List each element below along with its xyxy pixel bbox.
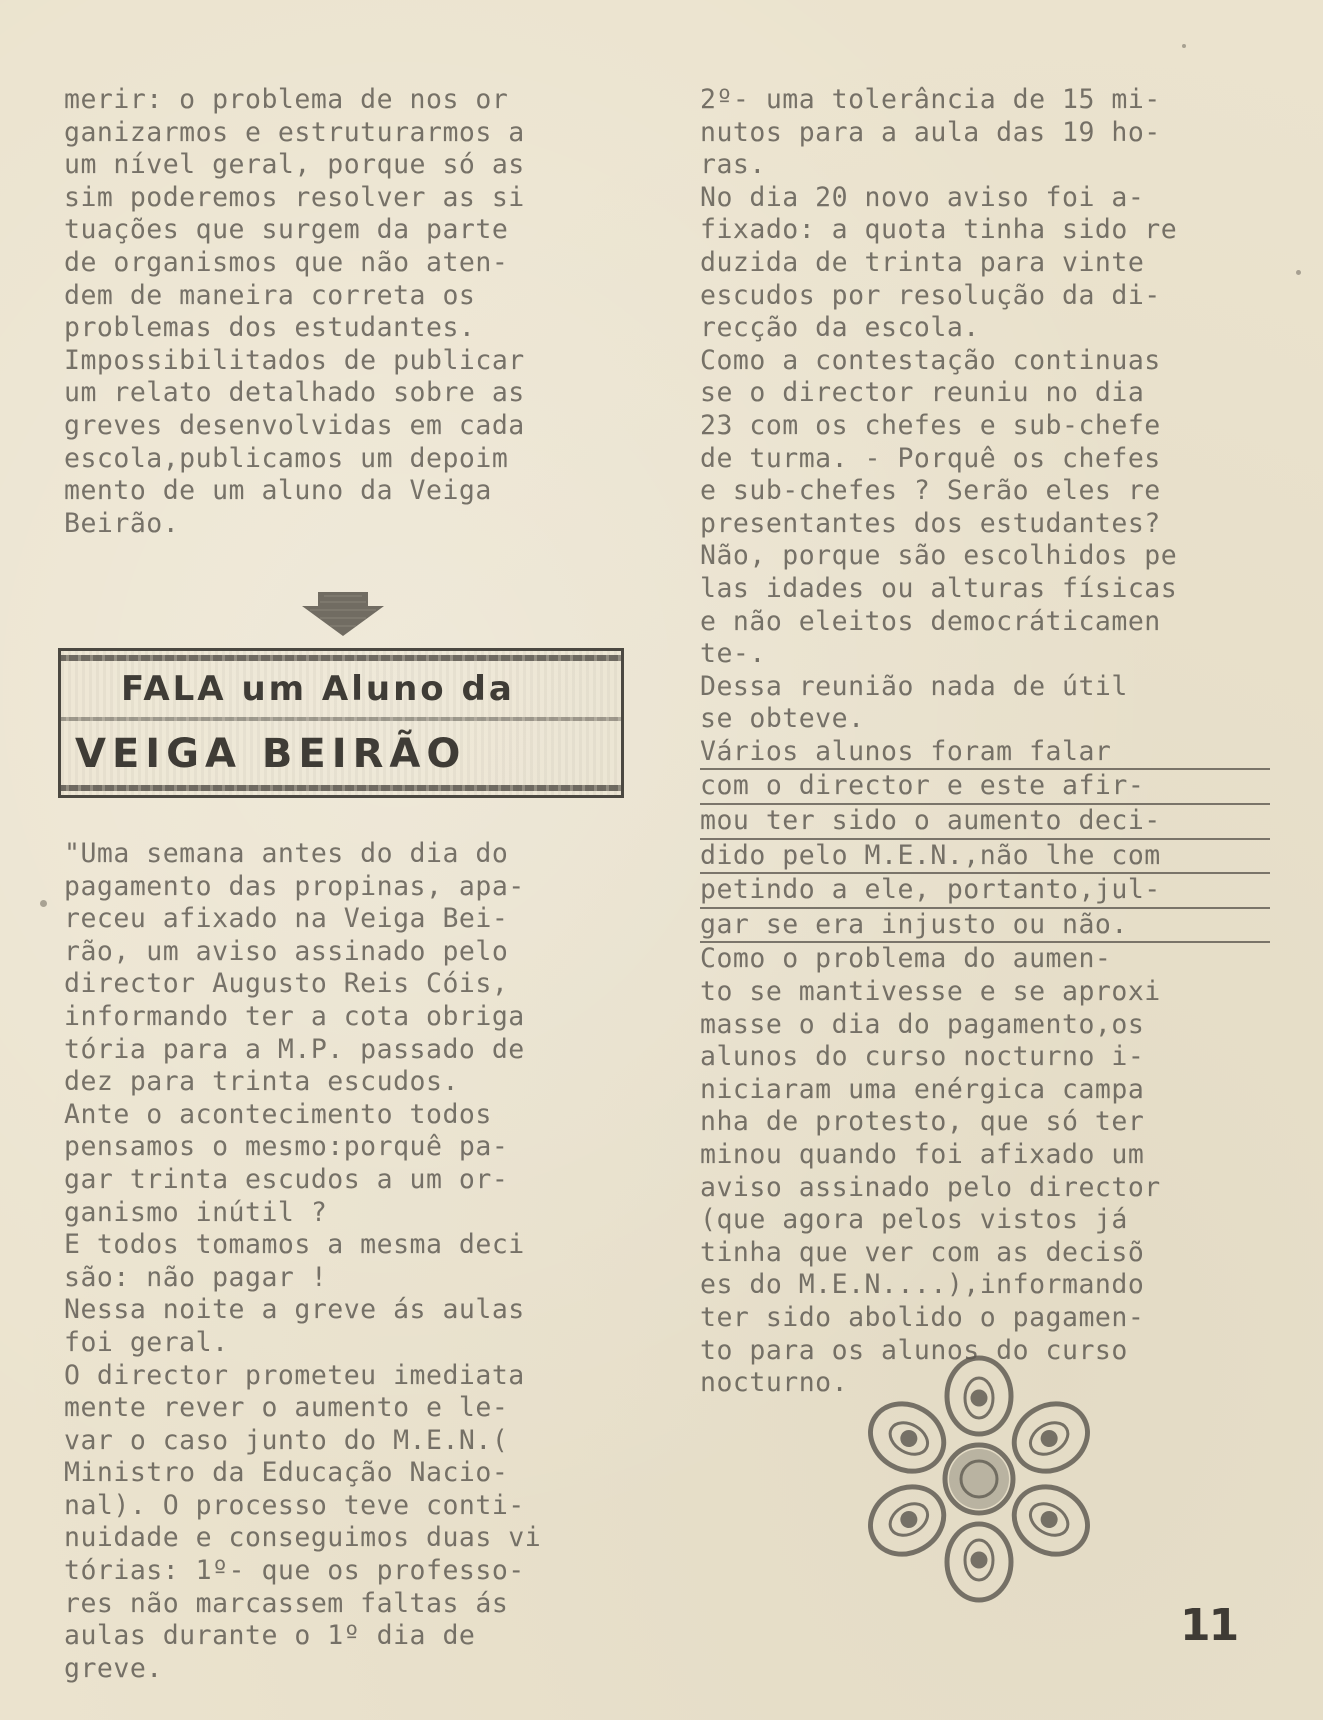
text-line: e não eleitos democráticamen [700, 605, 1161, 637]
text-line: fixado: a quota tinha sido re [700, 214, 1178, 246]
text-line: niciaram uma enérgica campa [700, 1073, 1145, 1105]
text-line: te-. [700, 638, 766, 670]
header-middle-rule [61, 717, 621, 721]
text-line: E todos tomamos a mesma deci [64, 1229, 525, 1261]
text-line: aviso assinado pelo director [700, 1171, 1161, 1203]
text-line: de organismos que não aten- [64, 246, 509, 278]
text-line: masse o dia do pagamento,os [700, 1008, 1145, 1040]
text-line: são: não pagar ! [64, 1261, 328, 1293]
text-line: Nessa noite a greve ás aulas [64, 1294, 525, 1326]
text-line: Não, porque são escolhidos pe [700, 540, 1178, 572]
flower-ornament-icon [854, 1354, 1104, 1604]
text-line: escola,publicamos um depoim [64, 442, 509, 474]
header-title-line-1: FALA um Aluno da [121, 669, 515, 709]
text-line: escudos por resolução da di- [700, 279, 1161, 311]
text-line: Impossibilitados de publicar [64, 344, 525, 376]
left-column-top-text [64, 84, 624, 540]
text-line: ter sido abolido o pagamen- [700, 1301, 1145, 1333]
text-line: greves desenvolvidas em cada [64, 409, 525, 441]
text-line: receu afixado na Veiga Bei- [64, 903, 509, 935]
text-line: gar trinta escudos a um or- [64, 1163, 509, 1195]
underlined-text-line: mou ter sido o aumento deci- [700, 805, 1270, 840]
text-line: merir: o problema de nos or [64, 84, 509, 115]
underlined-text-line: petindo a ele, portanto,jul- [700, 874, 1270, 909]
text-line: informando ter a cota obriga [64, 1000, 525, 1032]
text-line: to se mantivesse e se aproxi [700, 976, 1161, 1008]
page-number: 11 [1180, 1600, 1238, 1651]
text-line: dez para trinta escudos. [64, 1066, 459, 1098]
text-line: Como o problema do aumen- [700, 943, 1112, 975]
text-line: tuações que surgem da parte [64, 214, 509, 246]
text-line: problemas dos estudantes. [64, 312, 476, 344]
text-line: um relato detalhado sobre as [64, 377, 525, 409]
underlined-text-line: Vários alunos foram falar [700, 736, 1270, 771]
text-line: ganismo inútil ? [64, 1196, 328, 1228]
text-line: se o director reuniu no dia [700, 377, 1145, 409]
text-line: foi geral. [64, 1326, 229, 1358]
text-line: var o caso junto do M.E.N.( [64, 1424, 509, 1456]
header-top-rule [61, 655, 621, 661]
text-line: alunos do curso nocturno i- [700, 1041, 1145, 1073]
text-line: Beirão. [64, 507, 180, 539]
article-header-box [58, 648, 624, 798]
underlined-text-line: gar se era injusto ou não. [700, 909, 1270, 944]
text-line: No dia 20 novo aviso foi a- [700, 181, 1145, 213]
text-line: tinha que ver com as decisõ [700, 1236, 1145, 1268]
underlined-text-line: com o director e este afir- [700, 770, 1270, 805]
text-line: duzida de trinta para vinte [700, 246, 1145, 278]
text-line: tórias: 1º- que os professo- [64, 1555, 525, 1587]
text-line: nal). O processo teve conti- [64, 1489, 525, 1521]
text-line: dem de maneira correta os [64, 279, 476, 311]
text-line: presentantes dos estudantes? [700, 507, 1161, 539]
text-line: 2º- uma tolerância de 15 mi- [700, 84, 1161, 115]
underlined-text-line: dido pelo M.E.N.,não lhe com [700, 840, 1270, 875]
text-line: Dessa reunião nada de útil [700, 670, 1128, 702]
header-bottom-rule [61, 785, 621, 791]
text-line: (que agora pelos vistos já [700, 1204, 1128, 1236]
right-column-text [700, 84, 1270, 1400]
header-title-line-2: VEIGA BEIRÃO [75, 731, 467, 777]
text-line: minou quando foi afixado um [700, 1139, 1145, 1170]
text-line: pagamento das propinas, apa- [64, 870, 525, 902]
text-line: rão, um aviso assinado pelo [64, 935, 509, 967]
text-line: nutos para a aula das 19 ho- [700, 116, 1161, 148]
text-line: Como a contestação continuas [700, 344, 1161, 376]
text-line: recção da escola. [700, 312, 980, 344]
text-line: mento de um aluno da Veiga [64, 475, 492, 507]
text-line: ganizarmos e estruturarmos a [64, 116, 525, 148]
text-line: director Augusto Reis Cóis, [64, 968, 509, 1000]
text-line: O director prometeu imediata [64, 1359, 525, 1391]
text-line: de turma. - Porquê os chefes [700, 442, 1161, 474]
text-line: Ante o acontecimento todos [64, 1098, 492, 1130]
text-line: sim poderemos resolver as si [64, 181, 525, 213]
print-speck [40, 900, 47, 907]
text-line: Ministro da Educação Nacio- [64, 1457, 509, 1489]
text-line: pensamos o mesmo:porquê pa- [64, 1131, 509, 1163]
text-line: mente rever o aumento e le- [64, 1392, 509, 1424]
arrow-down-icon [300, 588, 386, 638]
text-line: se obteve. [700, 703, 865, 735]
text-line: "Uma semana antes do dia do [64, 838, 509, 869]
text-line: nocturno. [700, 1367, 849, 1399]
left-column-bottom-text [64, 838, 624, 1685]
text-line: to para os alunos do curso [700, 1334, 1128, 1366]
text-line: res não marcassem faltas ás [64, 1587, 509, 1619]
text-line: es do M.E.N....),informando [700, 1269, 1145, 1301]
text-line: ras. [700, 149, 766, 181]
text-line: greve. [64, 1652, 163, 1684]
print-speck [1296, 270, 1301, 275]
text-line: e sub-chefes ? Serão eles re [700, 475, 1161, 507]
text-line: 23 com os chefes e sub-chefe [700, 409, 1161, 441]
text-line: las idades ou alturas físicas [700, 572, 1178, 604]
text-line: aulas durante o 1º dia de [64, 1620, 476, 1652]
print-speck [1182, 44, 1186, 48]
text-line: um nível geral, porque só as [64, 149, 525, 181]
text-line: nuidade e conseguimos duas vi [64, 1522, 542, 1554]
text-line: nha de protesto, que só ter [700, 1106, 1145, 1138]
text-line: tória para a M.P. passado de [64, 1033, 525, 1065]
